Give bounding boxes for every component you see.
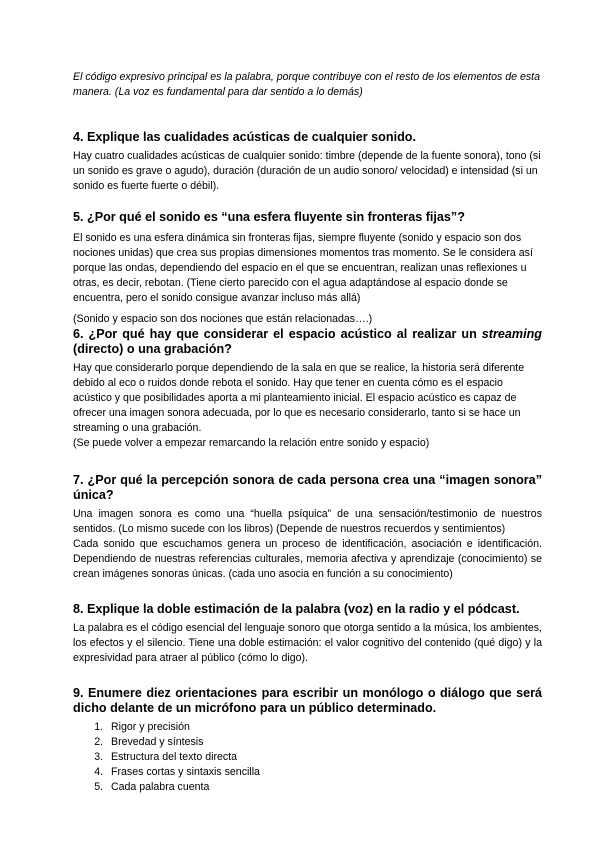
question-8-heading: 8. Explique la doble estimación de la palabra (voz) en la radio y el pódcast. [73, 602, 520, 616]
question-5-section [73, 210, 542, 327]
list-item: 1. Rigor y precisión [106, 720, 542, 735]
question-8-section [73, 602, 542, 666]
question-7-heading: 7. ¿Por qué la percepción sonora de cada persona crea una “imagen sonora” única? [73, 473, 542, 502]
question-6-heading-end: (directo) o una grabación? [73, 342, 232, 356]
intro-paragraph: El código expresivo principal es la palabra, porque contribuye con el resto de los elementos de esta manera. (La voz es fundamental para dar sentido a lo demás) [73, 71, 540, 98]
question-7-section [73, 473, 542, 582]
question-7-answer-2: Cada sonido que escuchamos genera un proceso de identificación, asociación e identificación. Dependiendo de nuestras referencias culturales, memoria afectiva y aprendizaje (conocimiento) se crean imágenes sonoras únicas. (cada uno asocia en función a su conocimiento) [73, 538, 542, 580]
question-4-section [73, 130, 542, 194]
list-item: 2. Brevedad y síntesis [106, 735, 542, 750]
list-item: 3. Estructura del texto directa [106, 750, 542, 765]
list-item: 5. Cada palabra cuenta [106, 780, 542, 795]
question-8-answer: La palabra es el código esencial del lenguaje sonoro que otorga sentido a la música, los ambientes, los efectos y el silencio. Tiene una doble estimación: el valor cognitivo del contenido (qué digo) y la expresividad para atraer al público (cómo lo digo). [73, 622, 542, 664]
list-item: 4. Frases cortas y sintaxis sencilla [106, 765, 542, 780]
question-6-heading [73, 327, 542, 357]
question-6-section [73, 327, 542, 451]
question-7-answer-1: Una imagen sonora es como una “huella psíquica” de una sensación/testimonio de nuestros sentidos. (Lo mismo sucede con los libros) (Depende de nuestros recuerdos y sentimientos) [73, 508, 542, 535]
question-5-heading: 5. ¿Por qué el sonido es “una esfera fluyente sin fronteras fijas”? [73, 210, 465, 224]
question-6-heading-start: 6. ¿Por qué hay que considerar el espacio acústico al realizar un [73, 327, 482, 341]
question-9-section [73, 686, 542, 795]
question-6-answer: Hay que considerarlo porque dependiendo de la sala en que se realice, la historia será diferente debido al eco o ruidos donde rebota el sonido. Hay que tener en cuenta cómo es el espacio acústico y que posibilidades aporta a mi planteamiento inicial. El espacio acústico es capaz de ofrecer una imagen sonora adecuada, por lo que es necesario considerarlo, tanto si se hace un streaming o una grabación. [73, 362, 525, 434]
question-4-answer: Hay cuatro cualidades acústicas de cualquier sonido: timbre (depende de la fuente sonora), tono (si un sonido es grave o agudo), duración (duración de un audio sonoro/ velocidad) e intensidad (si un sonido es fuerte fuerte o débil). [73, 150, 541, 192]
question-5-answer: El sonido es una esfera dinámica sin fronteras fijas, siempre fluyente (sonido y espacio son dos nociones unidas) que crea sus propias dimensiones momentos tras momento. Se le considera así porque las ondas, dependiendo del espacio en el que se encuentran, realizan unas reflexiones u otras, es decir, rebotan. (Tiene cierto parecido con el agua adaptándose al espacio donde se encuentra, pero el sonido consigue avanzar incluso más allá) [73, 232, 533, 304]
question-6-note: (Se puede volver a empezar remarcando la relación entre sonido y espacio) [73, 437, 430, 449]
question-6-heading-emphasis: streaming [481, 327, 542, 341]
question-9-list [73, 720, 542, 795]
question-9-heading: 9. Enumere diez orientaciones para escribir un monólogo o diálogo que será dicho delante de un micrófono para un público determinado. [73, 686, 542, 715]
question-5-note: (Sonido y espacio son dos nociones que están relacionadas….) [73, 313, 373, 325]
question-4-heading: 4. Explique las cualidades acústicas de cualquier sonido. [73, 130, 416, 144]
